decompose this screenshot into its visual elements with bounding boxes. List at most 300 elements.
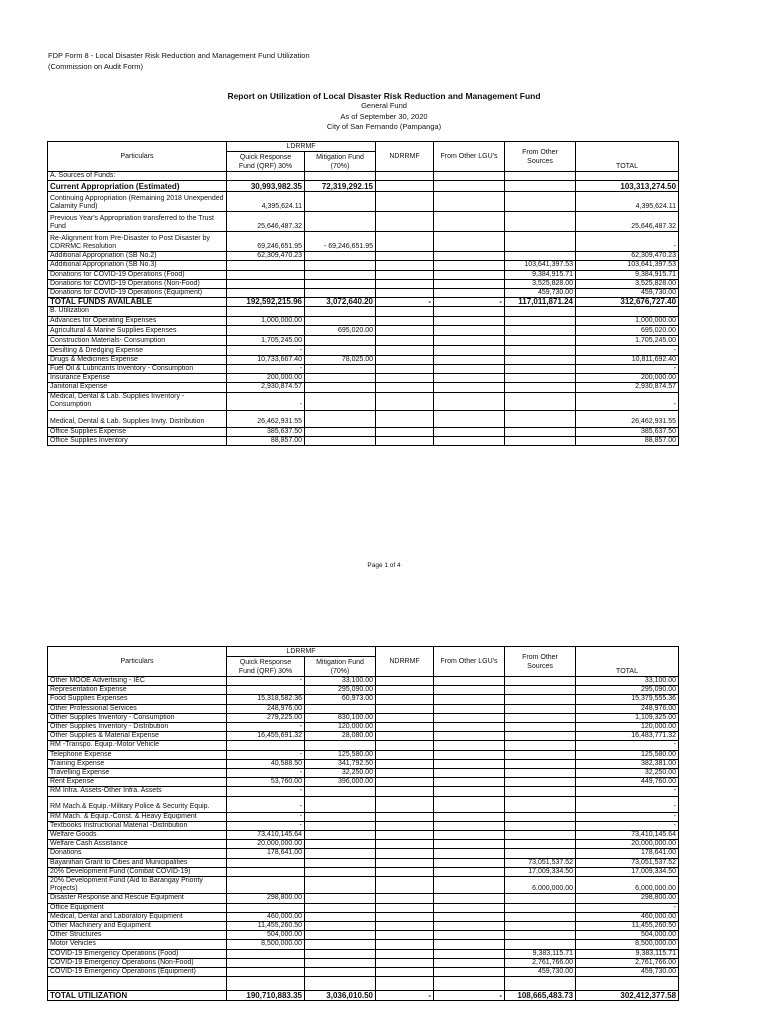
row-amount — [505, 796, 576, 812]
row-amount: 88,857.00 — [576, 436, 679, 445]
row-particular: Other Supplies Inventory - Consumption — [48, 713, 227, 722]
header-ldrrmf: LDRRMF — [227, 142, 376, 152]
row-amount: 382,381.00 — [576, 759, 679, 768]
row-particular: A. Sources of Funds: — [48, 172, 227, 181]
table-row — [48, 252, 679, 261]
header-other-lgus: From Other LGU's — [434, 142, 505, 172]
row-amount: - — [227, 365, 305, 374]
page-label: Page 1 of 4 — [367, 562, 401, 569]
row-amount — [227, 741, 305, 750]
row-amount — [376, 316, 434, 325]
row-amount — [376, 732, 434, 741]
table-row — [48, 335, 679, 345]
header-other-sources-line2: Sources — [527, 662, 553, 670]
row-amount — [505, 436, 576, 445]
row-amount — [227, 270, 305, 279]
row-amount — [227, 867, 305, 876]
header-other-sources — [505, 647, 576, 677]
row-amount: 695,020.00 — [576, 325, 679, 335]
row-amount — [434, 252, 505, 261]
row-amount — [305, 374, 376, 383]
row-amount — [376, 840, 434, 849]
row-amount: 15,318,582.36 — [227, 695, 305, 704]
row-amount: 4,395,624.11 — [576, 192, 679, 212]
row-amount — [305, 252, 376, 261]
row-particular: Office Equipment — [48, 903, 227, 912]
row-amount — [305, 316, 376, 325]
row-amount — [434, 316, 505, 325]
row-amount: 16,455,691.32 — [227, 732, 305, 741]
row-particular: TOTAL UTILIZATION — [48, 991, 227, 1001]
row-particular: Previous Year's Appropriation transferred to the Trust Fund — [48, 212, 227, 232]
row-particular: Additional Appropriation (SB No.3) — [48, 261, 227, 270]
row-amount — [376, 686, 434, 695]
row-amount: 73,410,145.64 — [227, 831, 305, 840]
table-row — [48, 172, 679, 181]
row-amount — [434, 392, 505, 410]
row-amount — [227, 686, 305, 695]
row-amount: 103,641,397.53 — [576, 261, 679, 270]
row-amount — [376, 787, 434, 796]
row-amount: - — [434, 991, 505, 1001]
row-amount — [376, 931, 434, 940]
row-amount — [376, 383, 434, 392]
row-amount: 192,592,215.96 — [227, 298, 305, 307]
row-particular: Donations for COVID-19 Operations (Non-Food) — [48, 279, 227, 288]
row-amount: 26,462,931.55 — [227, 410, 305, 427]
utilization-table-page2 — [47, 646, 679, 1001]
row-amount: 3,525,828.00 — [576, 279, 679, 288]
row-amount — [434, 383, 505, 392]
row-particular: Motor Vehicles — [48, 940, 227, 949]
row-amount — [434, 677, 505, 686]
row-particular: Welfare Cash Assistance — [48, 840, 227, 849]
row-amount — [434, 958, 505, 967]
row-amount — [434, 181, 505, 192]
table-row — [48, 192, 679, 212]
table-row — [48, 787, 679, 796]
table-row — [48, 686, 679, 695]
row-amount — [376, 212, 434, 232]
row-amount: 125,580.00 — [576, 750, 679, 759]
header-particulars: Particulars — [48, 142, 227, 172]
report-title: Report on Utilization of Local Disaster Risk Reduction and Management Fund — [227, 91, 541, 101]
row-amount — [376, 958, 434, 967]
row-amount: 1,000,000.00 — [576, 316, 679, 325]
row-amount — [434, 977, 505, 991]
row-amount: 2,761,766.00 — [505, 958, 576, 967]
row-amount — [434, 732, 505, 741]
row-amount — [505, 232, 576, 252]
row-particular: Other Supplies Inventory - Distribution — [48, 723, 227, 732]
table-row — [48, 436, 679, 445]
row-amount — [505, 732, 576, 741]
row-amount — [505, 741, 576, 750]
row-amount: 830,100.00 — [305, 713, 376, 722]
row-amount — [505, 307, 576, 316]
row-amount — [376, 912, 434, 921]
header-qrf-line1: Quick Response — [239, 658, 292, 666]
row-amount — [434, 968, 505, 977]
row-amount: - — [376, 298, 434, 307]
table-row — [48, 778, 679, 787]
table-row — [48, 695, 679, 704]
row-amount — [505, 812, 576, 821]
row-amount: 25,646,487.32 — [576, 212, 679, 232]
row-amount — [505, 912, 576, 921]
row-amount: 385,637.50 — [576, 427, 679, 436]
row-particular: Re-Alignment from Pre-Disaster to Post Disaster by CDRRMC Resolution — [48, 232, 227, 252]
row-amount — [227, 968, 305, 977]
row-amount — [305, 912, 376, 921]
row-amount — [434, 325, 505, 335]
row-amount: 178,641.00 — [227, 849, 305, 858]
row-amount — [305, 289, 376, 298]
row-amount — [505, 325, 576, 335]
row-amount — [434, 261, 505, 270]
row-amount — [505, 192, 576, 212]
row-amount — [434, 812, 505, 821]
header-other-sources-line1: From Other — [522, 653, 558, 661]
header-mit-line1: Mitigation Fund — [316, 153, 364, 161]
row-amount — [227, 858, 305, 867]
row-amount: 312,676,727.40 — [576, 298, 679, 307]
row-particular: Donations — [48, 849, 227, 858]
row-amount — [376, 355, 434, 364]
row-amount: 103,313,274.50 — [576, 181, 679, 192]
row-amount — [434, 750, 505, 759]
row-amount — [505, 374, 576, 383]
table-row — [48, 232, 679, 252]
row-amount: 32,250.00 — [576, 769, 679, 778]
row-amount — [434, 307, 505, 316]
row-amount — [376, 831, 434, 840]
row-amount: - 69,246,651.95 — [305, 232, 376, 252]
row-amount — [305, 410, 376, 427]
row-amount — [227, 307, 305, 316]
row-amount — [505, 750, 576, 759]
row-amount: 73,051,537.52 — [505, 858, 576, 867]
row-amount — [227, 261, 305, 270]
table-row — [48, 958, 679, 967]
report-city: City of San Fernando (Pampanga) — [326, 122, 442, 132]
row-amount: 103,641,397.53 — [505, 261, 576, 270]
row-amount: 17,009,334.50 — [576, 867, 679, 876]
row-amount — [434, 289, 505, 298]
row-amount — [434, 877, 505, 894]
row-amount: 26,462,931.55 — [576, 410, 679, 427]
row-amount: - — [576, 787, 679, 796]
row-amount: 9,384,915.71 — [505, 270, 576, 279]
row-amount: 459,730.00 — [576, 968, 679, 977]
row-amount — [305, 949, 376, 958]
row-amount: 72,319,292.15 — [305, 181, 376, 192]
row-amount: 10,733,667.40 — [227, 355, 305, 364]
row-particular: COVID-19 Emergency Operations (Food) — [48, 949, 227, 958]
row-amount — [505, 831, 576, 840]
row-amount — [505, 410, 576, 427]
row-particular: Disaster Response and Rescue Equipment — [48, 894, 227, 903]
header-mitigation — [305, 152, 376, 172]
row-amount: 2,930,874.57 — [227, 383, 305, 392]
row-particular: Representation Expense — [48, 686, 227, 695]
row-particular: Construction Materials- Consumption — [48, 335, 227, 345]
row-amount — [305, 877, 376, 894]
row-amount — [505, 252, 576, 261]
table-row — [48, 831, 679, 840]
row-particular: RM Infra. Assets-Other Infra. Assets — [48, 787, 227, 796]
row-amount: 190,710,883.35 — [227, 991, 305, 1001]
row-amount: 2,761,766.00 — [576, 958, 679, 967]
row-amount — [505, 335, 576, 345]
report-fund: General Fund — [361, 101, 407, 111]
table-row — [48, 325, 679, 335]
row-amount — [376, 365, 434, 374]
row-amount: 459,730.00 — [576, 289, 679, 298]
header-mit-line2: (70%) — [330, 667, 350, 675]
table-row — [48, 279, 679, 288]
row-particular: Other Machinery and Equipment — [48, 922, 227, 931]
row-amount — [505, 713, 576, 722]
row-amount: - — [576, 345, 679, 355]
table-row — [48, 427, 679, 436]
row-amount: 10,811,692.40 — [576, 355, 679, 364]
row-amount: 20,000,000.00 — [576, 840, 679, 849]
table-row — [48, 991, 679, 1001]
form-title-line2: (Commission on Audit Form) — [48, 61, 144, 71]
header-mit-line2: (70%) — [330, 162, 350, 170]
row-particular: Textbooks Instructional Material -Distribution — [48, 821, 227, 830]
row-amount — [376, 858, 434, 867]
row-amount — [434, 410, 505, 427]
header-mit-line1: Mitigation Fund — [316, 658, 364, 666]
row-amount: 295,090.00 — [576, 686, 679, 695]
table-row — [48, 410, 679, 427]
row-amount — [376, 741, 434, 750]
row-amount: - — [227, 750, 305, 759]
row-amount — [376, 778, 434, 787]
table-row — [48, 903, 679, 912]
row-amount: 504,000.00 — [227, 931, 305, 940]
table-row — [48, 181, 679, 192]
row-amount: 298,800.00 — [576, 894, 679, 903]
row-amount — [305, 212, 376, 232]
row-amount: 200,000.00 — [576, 374, 679, 383]
row-amount: 385,637.50 — [227, 427, 305, 436]
row-amount: 17,009,334.50 — [505, 867, 576, 876]
row-amount — [305, 427, 376, 436]
row-amount: 16,483,771.32 — [576, 732, 679, 741]
table-row — [48, 949, 679, 958]
row-amount: 33,100.00 — [305, 677, 376, 686]
row-amount — [305, 335, 376, 345]
header-particulars: Particulars — [48, 647, 227, 677]
row-amount — [505, 821, 576, 830]
row-amount: 73,410,145.64 — [576, 831, 679, 840]
row-amount — [305, 922, 376, 931]
row-amount: 302,412,377.58 — [576, 991, 679, 1001]
table-row — [48, 796, 679, 812]
header-other-lgus: From Other LGU's — [434, 647, 505, 677]
row-amount: 125,580.00 — [305, 750, 376, 759]
row-amount — [434, 894, 505, 903]
row-amount: 33,100.00 — [576, 677, 679, 686]
row-amount: - — [576, 741, 679, 750]
row-amount — [505, 759, 576, 768]
row-amount — [305, 812, 376, 821]
row-amount — [305, 192, 376, 212]
row-amount — [505, 212, 576, 232]
row-amount — [227, 289, 305, 298]
row-amount — [434, 796, 505, 812]
row-amount — [505, 181, 576, 192]
row-particular: Other MOOE Advertising - IEC — [48, 677, 227, 686]
table-row — [48, 270, 679, 279]
row-amount — [227, 325, 305, 335]
row-amount — [376, 436, 434, 445]
utilization-table-page1 — [47, 141, 679, 446]
table-row — [48, 741, 679, 750]
row-amount — [305, 365, 376, 374]
row-amount — [576, 172, 679, 181]
row-amount: 200,000.00 — [227, 374, 305, 383]
row-amount — [305, 704, 376, 713]
table-row — [48, 713, 679, 722]
row-amount: 1,705,245.00 — [576, 335, 679, 345]
row-amount — [376, 849, 434, 858]
header-other-sources-line2: Sources — [527, 157, 553, 165]
row-amount — [376, 232, 434, 252]
row-amount — [434, 232, 505, 252]
row-amount — [505, 940, 576, 949]
row-amount: - — [576, 821, 679, 830]
row-amount — [505, 345, 576, 355]
row-particular: Medical, Dental & Lab. Supplies Invty. Distribution — [48, 410, 227, 427]
table-row — [48, 849, 679, 858]
row-amount — [305, 279, 376, 288]
row-amount: 108,665,483.73 — [505, 991, 576, 1001]
table-row — [48, 867, 679, 876]
table-row — [48, 374, 679, 383]
row-amount — [305, 741, 376, 750]
row-amount — [227, 172, 305, 181]
header-ldrrmf: LDRRMF — [227, 647, 376, 657]
row-amount — [434, 940, 505, 949]
row-particular: Food Supplies Expenses — [48, 695, 227, 704]
row-amount — [434, 335, 505, 345]
row-amount: 62,309,470.23 — [227, 252, 305, 261]
row-amount — [376, 261, 434, 270]
row-amount: 117,011,871.24 — [505, 298, 576, 307]
row-amount: 1,705,245.00 — [227, 335, 305, 345]
row-amount — [227, 977, 305, 991]
row-amount — [305, 261, 376, 270]
row-amount — [227, 958, 305, 967]
row-amount — [434, 374, 505, 383]
row-amount — [434, 723, 505, 732]
row-amount: - — [576, 812, 679, 821]
row-amount — [505, 365, 576, 374]
table-row — [48, 877, 679, 894]
row-particular: Rent Expense — [48, 778, 227, 787]
row-amount — [376, 759, 434, 768]
row-amount — [505, 840, 576, 849]
header-other-sources-line1: From Other — [522, 148, 558, 156]
row-amount — [305, 831, 376, 840]
row-amount — [305, 821, 376, 830]
row-amount — [434, 686, 505, 695]
row-particular: Desilting & Dredging Expense — [48, 345, 227, 355]
row-amount — [505, 849, 576, 858]
row-particular: Advances for Operating Expenses — [48, 316, 227, 325]
row-amount: 53,760.00 — [227, 778, 305, 787]
row-amount — [434, 704, 505, 713]
row-amount — [376, 769, 434, 778]
row-amount — [376, 289, 434, 298]
row-amount — [376, 821, 434, 830]
row-amount — [434, 831, 505, 840]
row-amount — [305, 903, 376, 912]
row-amount — [305, 977, 376, 991]
row-particular: Medical, Dental & Lab. Supplies Inventory - Consumption — [48, 392, 227, 410]
row-particular: Other Supplies & Material Expense — [48, 732, 227, 741]
row-particular: Other Structures — [48, 931, 227, 940]
row-amount — [505, 922, 576, 931]
row-amount — [376, 410, 434, 427]
row-amount — [305, 840, 376, 849]
row-amount: 8,500,000.00 — [227, 940, 305, 949]
row-amount — [434, 365, 505, 374]
row-amount: 459,730.00 — [505, 289, 576, 298]
row-amount — [376, 977, 434, 991]
row-amount — [227, 903, 305, 912]
table-row — [48, 677, 679, 686]
row-particular: Continuing Appropriation (Remaining 2018 Unexpended Calamity Fund) — [48, 192, 227, 212]
row-amount: 695,020.00 — [305, 325, 376, 335]
row-particular: Fuel Oil & Lubricants Inventory - Consumption — [48, 365, 227, 374]
table-row — [48, 723, 679, 732]
row-amount: - — [376, 991, 434, 1001]
row-amount: - — [227, 812, 305, 821]
row-amount — [434, 949, 505, 958]
row-particular: COVID-19 Emergency Operations (Non-Food) — [48, 958, 227, 967]
row-amount — [434, 279, 505, 288]
row-amount: 3,072,640.20 — [305, 298, 376, 307]
row-amount — [305, 849, 376, 858]
row-amount — [376, 796, 434, 812]
row-amount: 396,000.00 — [305, 778, 376, 787]
table-row — [48, 759, 679, 768]
row-amount — [376, 704, 434, 713]
table2-body — [48, 677, 679, 1001]
row-amount — [305, 796, 376, 812]
header-ndrrmf: NDRRMF — [376, 142, 434, 172]
row-amount: 73,051,537.52 — [576, 858, 679, 867]
row-amount — [434, 759, 505, 768]
row-amount: 1,000,000.00 — [227, 316, 305, 325]
row-amount — [376, 270, 434, 279]
table-row — [48, 307, 679, 316]
row-amount — [505, 704, 576, 713]
row-amount: 28,080.00 — [305, 732, 376, 741]
row-amount — [376, 677, 434, 686]
row-particular: 20% Development Fund (Combat COVID-19) — [48, 867, 227, 876]
row-amount — [505, 695, 576, 704]
row-particular: Agricultural & Marine Supplies Expenses — [48, 325, 227, 335]
row-amount — [376, 172, 434, 181]
row-amount — [227, 877, 305, 894]
row-amount — [305, 940, 376, 949]
